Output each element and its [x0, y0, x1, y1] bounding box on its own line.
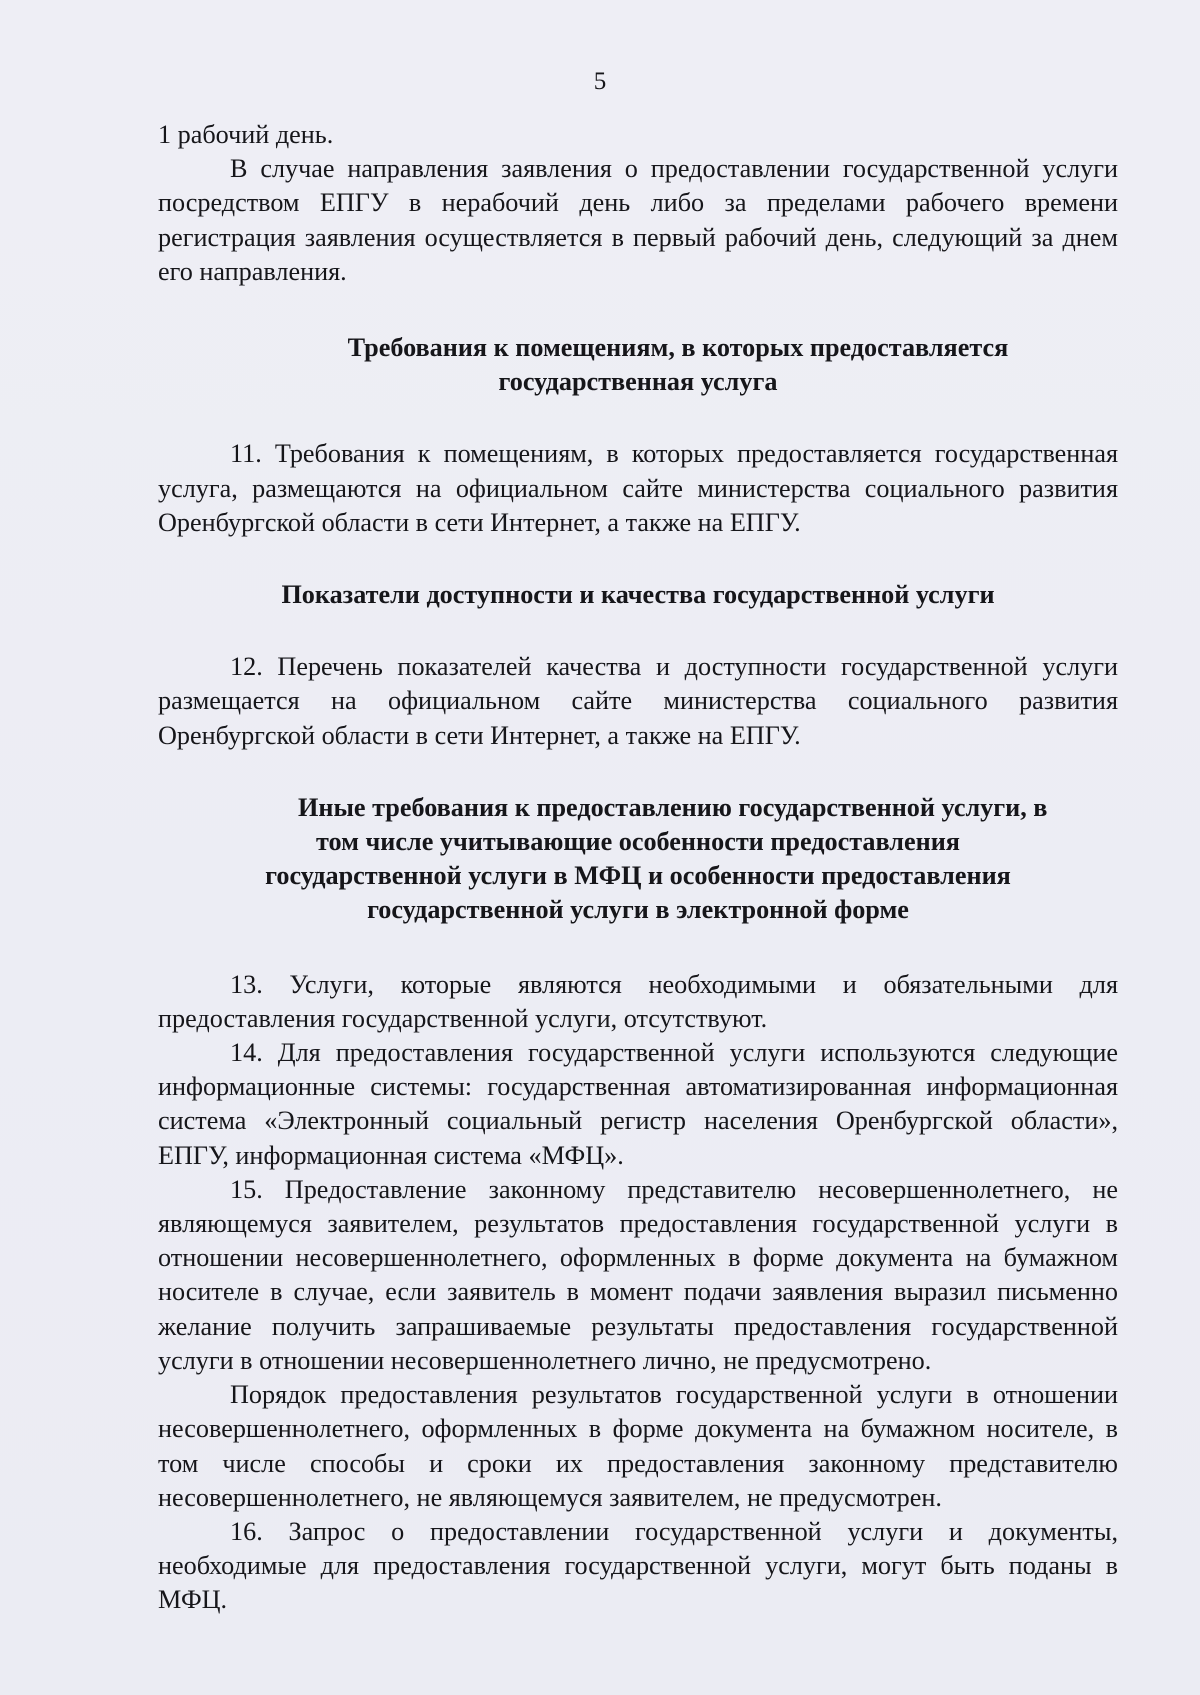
- heading-premises-requirements: [158, 331, 1118, 399]
- heading-other-requirements: [158, 791, 1118, 928]
- page-number: 5: [593, 68, 607, 95]
- document-body: [158, 118, 1118, 1618]
- paragraph-13: 13. Услуги, которые являются необходимыми и обязательными для предоставления государственной услуги, отсутствуют.: [158, 969, 1118, 1033]
- heading-line: Показатели доступности и качества государственной услуги: [281, 580, 995, 610]
- paragraph-continuation: 1 рабочий день.: [158, 120, 334, 149]
- heading-line: Требования к помещениям, в которых предоставляется: [347, 333, 1009, 363]
- paragraph-registration: В случае направления заявления о предоставлении государственной услуги посредством ЕПГУ в нерабочий день либо за пределами рабочего времени регистрация заявления осуществляется в первый рабочий день, следующий за днем его направления.: [158, 154, 1118, 286]
- heading-line: Иные требования к предоставлению государственной услуги, в: [298, 792, 1048, 822]
- paragraph-16: 16. Запрос о предоставлении государственной услуги и документы, необходимые для предоставления государственной услуги, могут быть поданы в МФЦ.: [158, 1516, 1118, 1615]
- heading-line: том числе учитывающие особенности предоставления: [316, 827, 960, 857]
- heading-line: государственная услуга: [498, 367, 778, 397]
- paragraph-12: 12. Перечень показателей качества и доступности государственной услуги размещается на официальном сайте министерства социального развития Оренбургской области в сети Интернет, а также на ЕПГУ.: [158, 652, 1118, 750]
- paragraph-15-procedure: Порядок предоставления результатов государственной услуги в отношении несовершеннолетнего, оформленных в форме документа на бумажном носителе, в том числе способы и сроки их предоставления законному представителю несовершеннолетнего, не являющемуся заявителем, не предусмотрен.: [158, 1380, 1118, 1512]
- heading-line: государственной услуги в электронной форме: [367, 895, 909, 925]
- heading-line: государственной услуги в МФЦ и особенности предоставления: [265, 861, 1011, 891]
- paragraph-15: 15. Предоставление законному представителю несовершеннолетнего, не являющемуся заявителем, результатов предоставления государственной услуги в отношении несовершеннолетнего, оформленных в форме документа на бумажном носителе в случае, если заявитель в момент подачи заявления выразил письменно желание получить запрашиваемые результаты предоставления государственной услуги в отношении несовершеннолетнего лично, не предусмотрено.: [158, 1174, 1118, 1375]
- paragraph-14: 14. Для предоставления государственной услуги используются следующие информационные системы: государственная автоматизированная информационная система «Электронный социальный регистр населения Оренбургской области», ЕПГУ, информационная система «МФЦ».: [158, 1038, 1118, 1170]
- paragraph-11: 11. Требования к помещениям, в которых предоставляется государственная услуга, размещаются на официальном сайте министерства социального развития Оренбургской области в сети Интернет, а также на ЕПГУ.: [158, 439, 1118, 537]
- heading-accessibility-indicators: [158, 578, 1118, 612]
